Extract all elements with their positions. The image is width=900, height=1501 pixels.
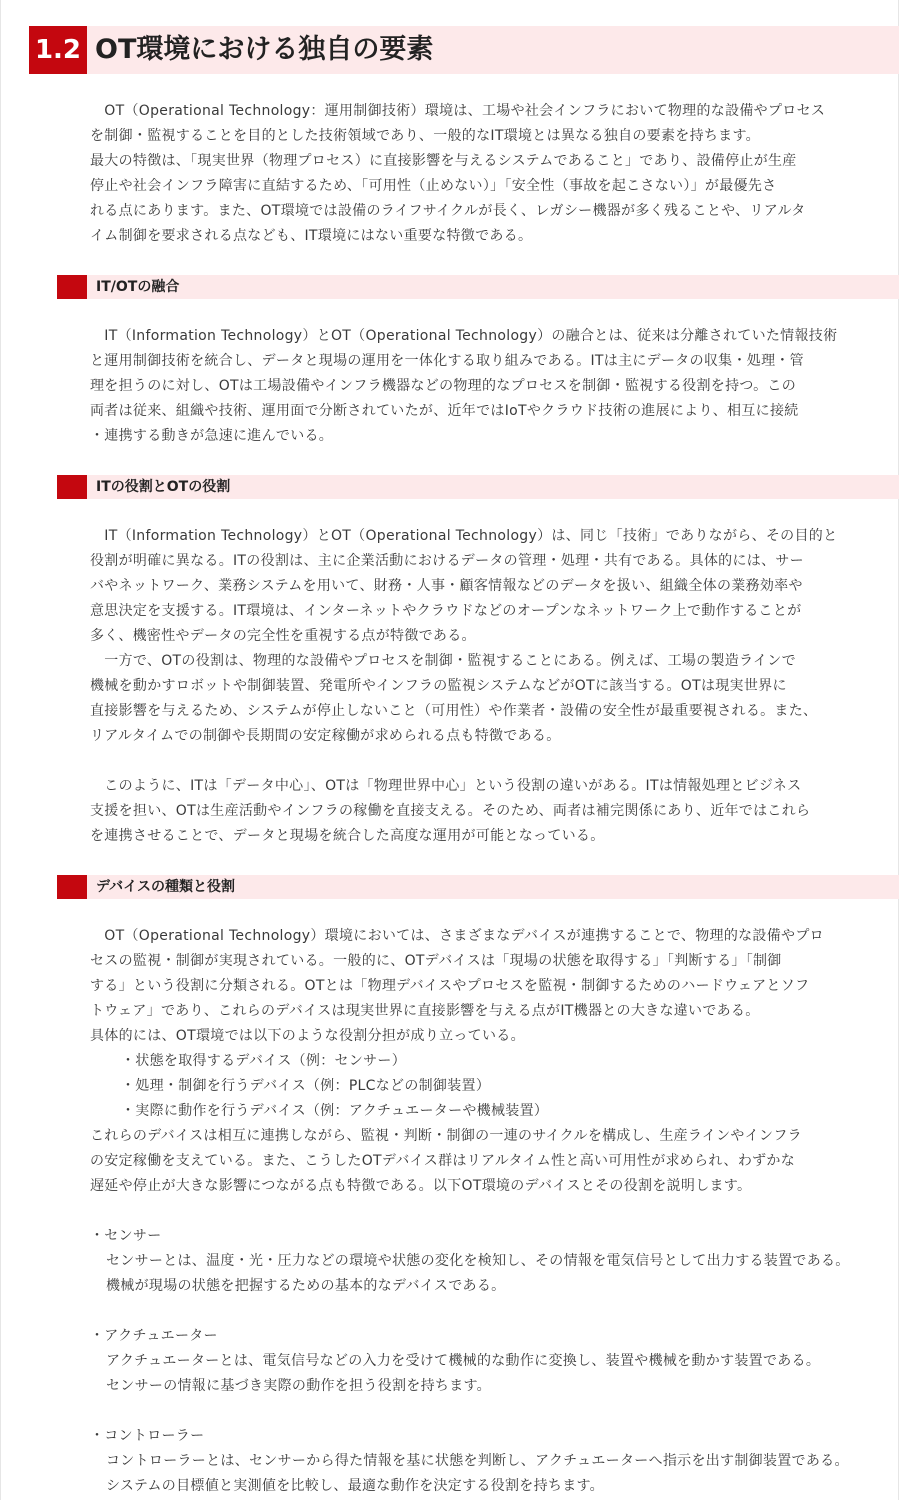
subheading-label: ITの役割とOTの役割 (96, 479, 231, 495)
roles-line: 直接影響を与えるため、システムが停止しないこと（可用性）や作業者・設備の安全性が最重要視される。また、 (90, 703, 818, 719)
device-item-line: アクチュエーターとは、電気信号などの入力を受けて機械的な動作に変換し、装置や機械を動かす装置である。 (106, 1353, 821, 1369)
section-heading (29, 26, 899, 74)
fusion-line: と運用制御技術を統合し、データと現場の運用を一体化する取り組みである。ITは主にデータの収集・処理・管 (90, 353, 804, 369)
roles-line: このように、ITは「データ中心」、OTは「物理世界中心」という役割の違いがある。ITは情報処理とビジネス (90, 778, 802, 794)
roles-line: 多く、機密性やデータの完全性を重視する点が特徴である。 (90, 628, 476, 644)
intro-line: 停止や社会インフラ障害に直結するため、「可用性（止めない）」「安全性（事故を起こさない）」が最優先さ (90, 178, 777, 194)
subheading-it-ot-fusion (57, 275, 899, 299)
devices-line: これらのデバイスは相互に連携しながら、監視・判断・制御の一連のサイクルを構成し、生産ラインやインフラ (90, 1128, 802, 1144)
intro-line: 最大の特徴は、「現実世界（物理プロセス）に直接影響を与えるシステムであること」であり、設備停止が生産 (90, 153, 797, 169)
roles-line: 一方で、OTの役割は、物理的な設備やプロセスを制御・監視することにある。例えば、工場の製造ラインで (90, 653, 796, 669)
subheading-marker (57, 475, 87, 499)
devices-line: セスの監視・制御が実現されている。一般的に、OTデバイスは「現場の状態を取得する」「判断する」「制御 (90, 953, 782, 969)
intro-line: を制御・監視することを目的とした技術領域であり、一般的なIT環境とは異なる独自の要素を持ちます。 (90, 128, 760, 144)
device-item-line: センサーとは、温度・光・圧力などの環境や状態の変化を検知し、その情報を電気信号として出力する装置である。 (106, 1253, 850, 1269)
subheading-marker (57, 875, 87, 899)
roles-line: 意思決定を支援する。IT環境は、インターネットやクラウドなどのオープンなネットワーク上で動作することが (90, 603, 802, 619)
roles-line: バやネットワーク、業務システムを用いて、財務・人事・顧客情報などのデータを扱い、組織全体の業務効率や (90, 578, 803, 594)
devices-line: 遅延や停止が大きな影響につながる点も特徴である。以下OT環境のデバイスとその役割を説明します。 (90, 1178, 752, 1194)
device-bullet: ・状態を取得するデバイス（例：センサー） (121, 1053, 407, 1069)
devices-line: する」という役割に分類される。OTとは「物理デバイスやプロセスを監視・制御するためのハードウェアとソフ (90, 978, 810, 994)
device-bullet: ・実際に動作を行うデバイス（例：アクチュエーターや機械装置） (121, 1103, 549, 1119)
roles-line: 役割が明確に異なる。ITの役割は、主に企業活動におけるデータの管理・処理・共有である。具体的には、サー (90, 553, 804, 569)
intro-line: OT（Operational Technology：運用制御技術）環境は、工場や社会インフラにおいて物理的な設備やプロセス (90, 103, 826, 119)
device-item-line: 機械が現場の状態を把握するための基本的なデバイスである。 (106, 1278, 506, 1294)
devices-line: トウェア」であり、これらのデバイスは現実世界に直接影響を与える点がIT機器との大きな違いである。 (90, 1003, 760, 1019)
roles-line: を連携させることで、データと現場を統合した高度な運用が可能となっている。 (90, 828, 605, 844)
devices-line: 具体的には、OT環境では以下のような役割分担が成り立っている。 (90, 1028, 525, 1044)
device-item-line: システムの目標値と実測値を比較し、最適な動作を決定する役割を持ちます。 (106, 1478, 604, 1494)
subheading-label: デバイスの種類と役割 (96, 879, 236, 895)
device-item-line: センサーの情報に基づき実際の動作を担う役割を持ちます。 (106, 1378, 491, 1394)
intro-line: れる点にあります。また、OT環境では設備のライフサイクルが長く、レガシー機器が多く残ることや、リアルタ (90, 203, 806, 219)
subheading-device-types (57, 875, 899, 899)
device-item-title: ・アクチュエーター (90, 1328, 218, 1344)
subheading-marker (57, 275, 87, 299)
device-bullet: ・処理・制御を行うデバイス（例：PLCなどの制御装置） (121, 1078, 491, 1094)
fusion-line: IT（Information Technology）とOT（Operational Technology）の融合とは、従来は分離されていた情報技術 (90, 328, 838, 344)
roles-line: 機械を動かすロボットや制御装置、発電所やインフラの監視システムなどがOTに該当する。OTは現実世界に (90, 678, 787, 694)
roles-line: リアルタイムでの制御や長期間の安定稼働が求められる点も特徴である。 (90, 728, 561, 744)
device-item-line: コントローラーとは、センサーから得た情報を基に状態を判断し、アクチュエーターへ指示を出す制御装置である。 (106, 1453, 849, 1469)
subheading-label: IT/OTの融合 (96, 279, 180, 295)
section-number: 1.2 (29, 26, 87, 74)
roles-line: 支援を担い、OTは生産活動やインフラの稼働を直接支える。そのため、両者は補完関係にあり、近年ではこれら (90, 803, 811, 819)
device-item-title: ・センサー (90, 1228, 162, 1244)
fusion-line: 理を担うのに対し、OTは工場設備やインフラ機器などの物理的なプロセスを制御・監視する役割を持つ。この (90, 378, 797, 394)
fusion-line: 両者は従来、組織や技術、運用面で分断されていたが、近年ではIoTやクラウド技術の進展により、相互に接続 (90, 403, 799, 419)
devices-line: の安定稼働を支えている。また、こうしたOTデバイス群はリアルタイム性と高い可用性が求められ、わずかな (90, 1153, 796, 1169)
roles-line: IT（Information Technology）とOT（Operational Technology）は、同じ「技術」でありながら、その目的と (90, 528, 838, 544)
devices-line: OT（Operational Technology）環境においては、さまざまなデバイスが連携することで、物理的な設備やプロ (90, 928, 824, 944)
section-title: OT環境における独自の要素 (95, 34, 434, 65)
intro-line: イム制御を要求される点なども、IT環境にはない重要な特徴である。 (90, 228, 533, 244)
device-item-title: ・コントローラー (90, 1428, 205, 1444)
fusion-line: ・連携する動きが急速に進んでいる。 (90, 428, 334, 444)
subheading-it-ot-roles (57, 475, 899, 499)
